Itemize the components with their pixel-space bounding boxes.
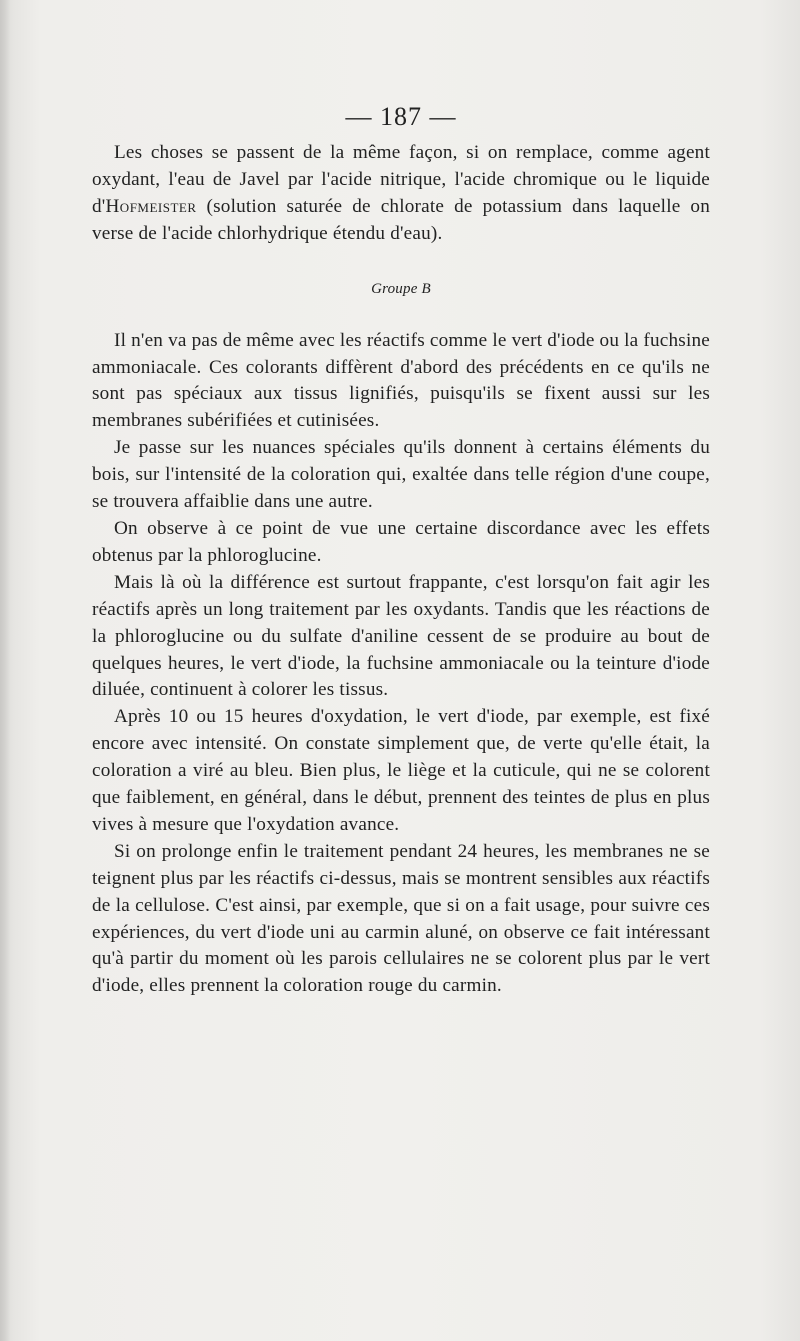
paragraph: Si on prolonge enfin le traitement pendant 24 heures, les membranes ne se teignent plus par les réactifs ci-dessus, mais se montrent sensibles aux réactifs de la cellulose. C'est ainsi, par exemple, que si on a fait usage, pour suivre ces expériences, du vert d'iode uni au carmin aluné, on observe ce fait intéressant qu'à partir du moment où les parois cellulaires ne se colorent plus par le vert d'iode, elles prennent la coloration rouge du carmin. bbox=[92, 840, 710, 997]
paragraph-1-text-start: Les choses se passent de la même façon, si on remplace, comme agent oxydant, l'eau de Javel par l'acide nitrique, l'acide chromique ou le liquide d' bbox=[92, 142, 710, 217]
page-text-block bbox=[92, 100, 710, 1000]
paragraph-oxidant-substitution bbox=[92, 140, 710, 248]
paragraph: Il n'en va pas de même avec les réactifs comme le vert d'iode ou la fuchsine ammoniacale. Ces colorants diffèrent d'abord des précédents en ce qu'ils ne sont pas spéciaux aux tissus lignifiés, puisqu'ils se fixent aussi sur les membranes subérifiées et cutinisées. bbox=[92, 329, 710, 432]
page-number: — 187 — bbox=[345, 102, 457, 131]
paragraph: Je passe sur les nuances spéciales qu'ils donnent à certains éléments du bois, sur l'intensité de la coloration qui, exaltée dans telle région d'une coupe, se trouvera affaiblie dans une autre. bbox=[92, 437, 710, 513]
paragraph-1-text-end: (solution saturée de chlorate de potassium dans laquelle on verse de l'acide chlorhydrique étendu d'eau). bbox=[92, 195, 710, 244]
paragraph: Mais là où la différence est surtout frappante, c'est lorsqu'on fait agir les réactifs après un long traitement par les oxydants. Tandis que les réactions de la phloroglucine ou du sulfate d'aniline cessent de se produire au bout de quelques heures, le vert d'iode, la fuchsine ammoniacale ou la teinture d'iode diluée, continuent à colorer les tissus. bbox=[92, 571, 710, 701]
author-name-hofmeister: Hofmeister bbox=[105, 195, 197, 217]
section-heading: Groupe B bbox=[371, 280, 431, 297]
paragraph: Après 10 ou 15 heures d'oxydation, le vert d'iode, par exemple, est fixé encore avec intensité. On constate simplement que, de verte qu'elle était, la coloration a viré au bleu. Bien plus, le liège et la cuticule, qui ne se colorent que faiblement, en général, dans le début, prennent des teintes de plus en plus vives à mesure que l'oxydation avance. bbox=[92, 706, 710, 835]
paragraph: On observe à ce point de vue une certaine discordance avec les effets obtenus par la phloroglucine. bbox=[92, 517, 710, 566]
